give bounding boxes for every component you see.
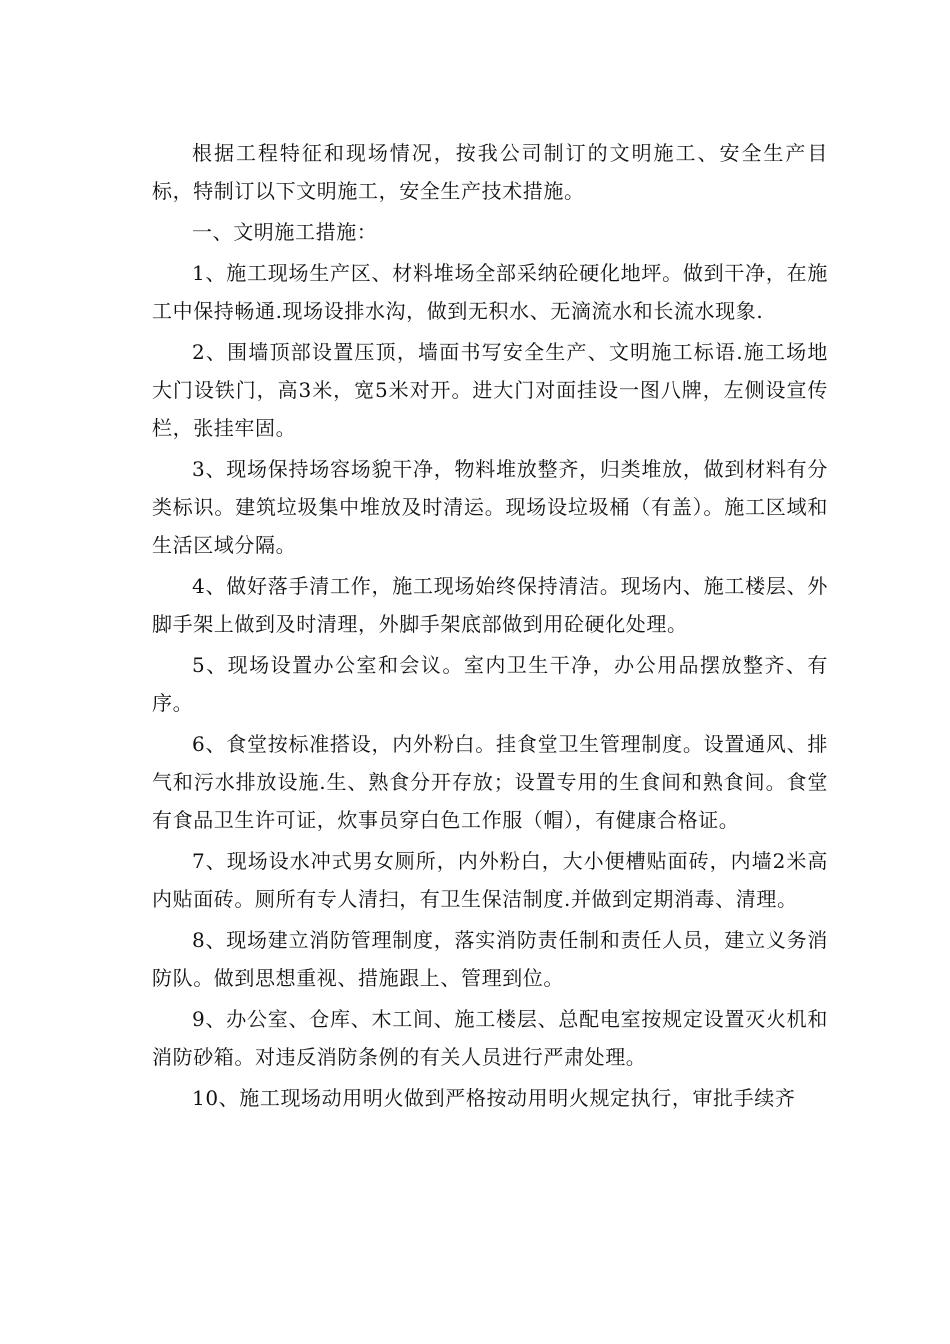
paragraph-item-5: 5、现场设置办公室和会议。室内卫生干净，办公用品摆放整齐、有序。 — [152, 653, 828, 715]
paragraph-item-10: 10、施工现场动用明火做到严格按动用明火规定执行，审批手续齐 — [192, 1086, 796, 1110]
paragraph-item-1: 1、施工现场生产区、材料堆场全部采纳砼硬化地坪。做到干净，在施工中保持畅通.现场设排水沟，做到无积水、无滴流水和长流水现象. — [152, 261, 828, 323]
paragraph-item-3: 3、现场保持场容场貌干净，物料堆放整齐，归类堆放，做到材料有分类标识。建筑垃圾集中堆放及时清运。现场设垃圾桶（有盖）。施工区域和生活区域分隔。 — [152, 457, 828, 557]
paragraph-item-6: 6、食堂按标准搭设，内外粉白。挂食堂卫生管理制度。设置通风、排气和污水排放设施.生、熟食分开存放；设置专用的生食间和熟食间。食堂有食品卫生许可证，炊事员穿白色工作服（帽），有健康合格证。 — [152, 732, 828, 832]
document-body — [152, 134, 828, 1120]
paragraph-item-8: 8、现场建立消防管理制度，落实消防责任制和责任人员，建立义务消防队。做到思想重视、措施跟上、管理到位。 — [152, 928, 828, 990]
paragraph-item-7: 7、现场设水冲式男女厕所，内外粉白，大小便槽贴面砖，内墙2米高内贴面砖。厕所有专人清扫，有卫生保洁制度.并做到定期消毒、清理。 — [152, 849, 828, 911]
paragraph-item-9: 9、办公室、仓库、木工间、施工楼层、总配电室按规定设置灭火机和消防砂箱。对违反消防条例的有关人员进行严肃处理。 — [152, 1007, 828, 1069]
paragraph-intro: 根据工程特征和现场情况，按我公司制订的文明施工、安全生产目标，特制订以下文明施工，安全生产技术措施。 — [152, 141, 828, 203]
paragraph-item-2: 2、围墙顶部设置压顶，墙面书写安全生产、文明施工标语.施工场地大门设铁门，高3米，宽5米对开。进大门对面挂设一图八牌，左侧设宣传栏，张挂牢固。 — [152, 340, 828, 440]
section-heading: 一、文明施工措施： — [192, 220, 378, 244]
paragraph-item-4: 4、做好落手清工作，施工现场始终保持清洁。现场内、施工楼层、外脚手架上做到及时清理，外脚手架底部做到用砼硬化处理。 — [152, 574, 828, 636]
